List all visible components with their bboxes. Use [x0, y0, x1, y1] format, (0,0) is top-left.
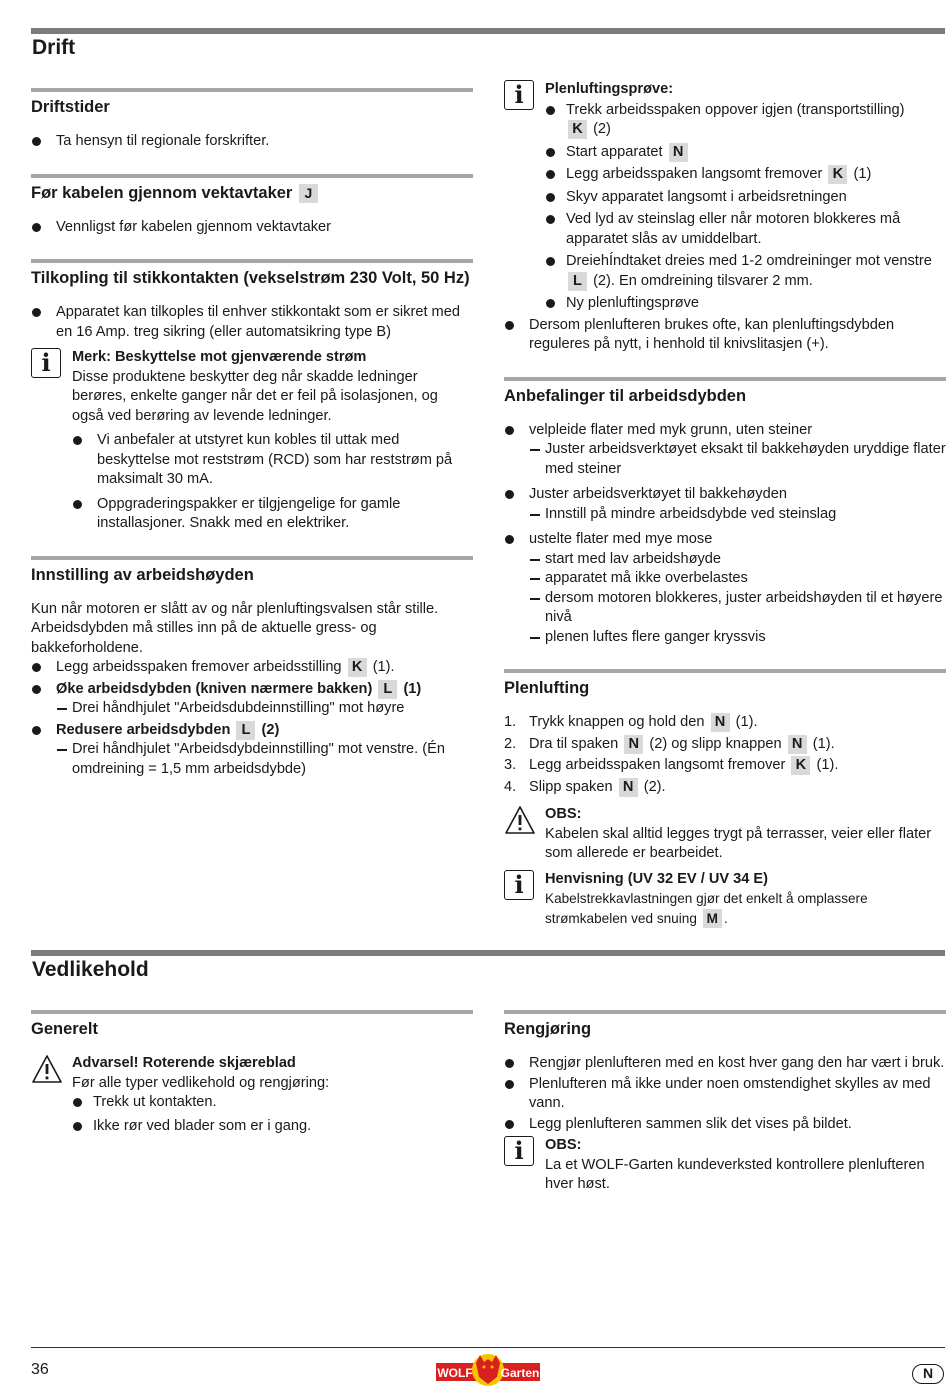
list-driftstider [31, 132, 473, 152]
key-label: J [299, 184, 318, 203]
step-text: Dra til spaken [529, 735, 619, 752]
step-item [504, 713, 946, 733]
step-number: 2. [504, 735, 517, 752]
key-label: N [619, 778, 638, 797]
key-label: L [236, 721, 255, 740]
list-item: Ikke rør ved blader som er i gang. [72, 1117, 473, 1137]
info-icon: i [31, 348, 61, 378]
dash-item: Drei håndhjulet "Arbeidsdybdeinnstilling" mot venstre. (Én omdreining = 1,5 mm arbeidsdybde) [56, 740, 473, 779]
info-icon: i [504, 1136, 534, 1166]
heading-rengjoring: Rengjøring [504, 1020, 592, 1038]
page-number: 36 [31, 1361, 49, 1378]
list-innstilling [31, 658, 473, 779]
item-suffix: (1) [853, 166, 872, 182]
warning-icon [31, 1054, 63, 1084]
item-suffix: (2) [261, 721, 280, 738]
prove-list [545, 101, 946, 314]
section-title-drift: Drift [32, 36, 76, 59]
note-body: Kabelstrekkavlastningen gjør det enkelt å omplassere strømkabelen ved snuing [545, 891, 868, 926]
list-item: Trekk ut kontakten. [72, 1093, 473, 1113]
step-suffix: (1). [816, 757, 839, 773]
rule [504, 1010, 946, 1014]
key-label: N [711, 713, 730, 732]
note-obs-rengjoring [504, 1136, 946, 1195]
step-number: 1. [504, 714, 517, 730]
dash-item: plenen luftes flere ganger kryssvis [529, 628, 946, 648]
heading-plenlufting: Plenlufting [504, 679, 590, 697]
note-text: Før alle typer vedlikehold og rengjøring: [72, 1074, 330, 1091]
note-title: Plenluftingsprøve: [545, 81, 674, 97]
note-text: Kabelen skal alltid legges trygt på terrasser, veier eller flater som allerede er bearbeidet. [545, 825, 932, 861]
list-item: Legg plenlufteren sammen slik det vises på bildet. [504, 1115, 946, 1135]
item-text: Legg arbeidsspaken langsomt fremover [566, 166, 823, 182]
list-item [504, 485, 946, 524]
list-item: Skyv apparatet langsomt i arbeidsretningen [545, 188, 946, 208]
list-anbefalinger [504, 421, 946, 648]
key-label: K [791, 756, 810, 775]
item-text: Trekk arbeidsspaken oppover igjen (transportstilling) [566, 101, 905, 118]
item-text: Redusere arbeidsdybden [56, 721, 231, 738]
step-suffix: (2). [643, 778, 666, 795]
note-advarsel [31, 1054, 473, 1136]
drift-left-column [31, 88, 473, 779]
note-list [72, 431, 473, 534]
item-suffix: (2). En omdreining tilsvarer 2 mm. [593, 272, 813, 289]
intro-text: Kun når motoren er slått av og når plenluftingsvalsen står stille. Arbeidsdybden må stilles inn på de aktuelle gress- og bakkeforholdene. [31, 600, 439, 656]
heading-innstilling: Innstilling av arbeidshøyden [31, 565, 254, 584]
key-label: L [378, 680, 397, 699]
key-label: K [568, 120, 587, 139]
item-text: DreiehÍndtaket dreies med 1-2 omdreininger mot venstre [566, 253, 932, 269]
key-label: K [348, 658, 367, 677]
list-item: Ved lyd av steinslag eller når motoren blokkeres må apparatet slås av umiddelbart. [545, 210, 946, 249]
dash-item: dersom motoren blokkeres, juster arbeidshøyden til et høyere nivå [529, 589, 946, 628]
list-item: Apparatet kan tilkoples til enhver stikkontakt som er sikret med en 16 Amp. treg sikring (eller automatsikring type B) [31, 303, 473, 342]
step-item [504, 756, 946, 776]
heading-driftstider: Driftstider [31, 98, 110, 116]
dash-item: Juster arbeidsverktøyet eksakt til bakkehøyden uryddige flater med steiner [529, 440, 946, 479]
item-text: Legg arbeidsspaken fremover arbeidsstilling [56, 659, 342, 675]
key-label: K [828, 165, 847, 184]
key-label: M [703, 909, 722, 928]
note-text [545, 889, 946, 928]
list-item [545, 165, 946, 185]
step-mid: (2) og slipp knappen [649, 735, 782, 752]
list-item [31, 658, 473, 678]
note-title: Merk: Beskyttelse mot gjenværende strøm [72, 349, 367, 365]
list-item: Plenlufteren må ikke under noen omstendighet skylles av med vann. [504, 1075, 946, 1114]
note-obs-kabel [504, 805, 946, 864]
rule [31, 556, 473, 560]
logo-text-right: Garten [500, 1366, 540, 1380]
step-item [504, 735, 946, 755]
footer-rule [31, 1347, 945, 1348]
note-title: Advarsel! Roterende skjæreblad [72, 1055, 296, 1071]
list-item [545, 101, 946, 140]
list-tilkopling [31, 303, 473, 342]
list-item: Ta hensyn til regionale forskrifter. [31, 132, 473, 152]
rule [31, 259, 473, 263]
item-text: Øke arbeidsdybden (kniven nærmere bakken) [56, 680, 373, 697]
vedlikehold-left-column [31, 1010, 473, 1142]
key-label: L [568, 272, 587, 291]
item-text: velpleide flater med myk grunn, uten steiner [529, 421, 813, 438]
heading-generelt: Generelt [31, 1020, 98, 1038]
note-list [72, 1093, 473, 1136]
key-label: N [669, 143, 688, 162]
key-label: N [788, 735, 807, 754]
list-kabel [31, 218, 473, 238]
step-text: Trykk knappen og hold den [529, 714, 705, 730]
step-suffix: (1). [812, 735, 835, 752]
list-dersom [504, 316, 946, 355]
note-title: Henvisning (UV 32 EV / UV 34 E) [545, 870, 769, 887]
note-henvisning [504, 870, 946, 929]
step-number: 4. [504, 778, 517, 795]
list-item [545, 252, 946, 291]
note-plenluftingsprove [504, 80, 946, 314]
mid-divider [31, 950, 945, 956]
logo-text-left: WOLF [437, 1366, 473, 1380]
rule [504, 377, 946, 381]
item-suffix: (1). [372, 659, 395, 675]
list-item: Rengjør plenlufteren med en kost hver gang den har vært i bruk. [504, 1054, 946, 1074]
dash-item: Drei håndhjulet "Arbeidsdubdeinnstilling" mot høyre [56, 699, 473, 719]
step-item [504, 778, 946, 798]
top-divider [31, 28, 945, 34]
step-text: Legg arbeidsspaken langsomt fremover [529, 757, 786, 773]
item-text: ustelte flater med mye mose [529, 531, 713, 547]
section-title-vedlikehold: Vedlikehold [32, 958, 149, 981]
note-text: La et WOLF-Garten kundeverksted kontrollere plenlufteren hver høst. [545, 1156, 925, 1192]
steps-plenlufting [504, 713, 946, 797]
warning-icon [504, 805, 536, 835]
item-suffix: (2) [593, 121, 611, 137]
list-item: Vi anbefaler at utstyret kun kobles til uttak med beskyttelse mot reststrøm (RCD) som har reststrøm på maksimalt 30 mA. [72, 431, 473, 490]
rule [31, 174, 473, 178]
drift-right-column [504, 80, 946, 934]
step-suffix: (1). [735, 714, 758, 730]
dash-item: start med lav arbeidshøyde [529, 550, 946, 570]
info-icon: i [504, 870, 534, 900]
note-title: OBS: [545, 1137, 582, 1153]
rule [504, 669, 946, 673]
item-suffix: (1) [403, 680, 422, 697]
heading-text: Før kabelen gjennom vektavtaker [31, 183, 293, 202]
list-item: Vennligst før kabelen gjennom vektavtaker [31, 218, 473, 238]
heading-kabel [31, 182, 473, 204]
rule [31, 88, 473, 92]
dash-item: Innstill på mindre arbeidsdybde ved steinslag [529, 505, 946, 525]
item-text: Juster arbeidsverktøyet til bakkehøyden [529, 486, 787, 502]
list-item: Dersom plenlufteren brukes ofte, kan plenluftingsdybden reguleres på nytt, i henhold til knivslitasjen (+). [504, 316, 946, 355]
heading-tilkopling: Tilkopling til stikkontakten (vekselstrøm 230 Volt, 50 Hz) [31, 269, 470, 287]
list-item: Ny plenluftingsprøve [545, 294, 946, 314]
note-suffix: . [723, 910, 728, 926]
note-title: OBS: [545, 806, 582, 822]
heading-anbefalinger: Anbefalinger til arbeidsdybden [504, 386, 747, 405]
item-text: Start apparatet [566, 143, 663, 160]
note-text: Disse produktene beskytter deg når skadde ledninger berøres, enkelte ganger når det er feil på isolasjonen, og også ved berøring av levende ledninger. [72, 368, 438, 424]
note-merk [31, 348, 473, 534]
rule [31, 1010, 473, 1014]
list-item: Oppgraderingspakker er tilgjengelige for gamle installasjoner. Snakk med en elektriker. [72, 495, 473, 534]
language-badge: N [912, 1364, 944, 1384]
dash-item: apparatet må ikke overbelastes [529, 569, 946, 589]
list-rengjoring [504, 1054, 946, 1134]
list-item [31, 680, 473, 700]
step-number: 3. [504, 757, 517, 773]
vedlikehold-right-column [504, 1010, 946, 1201]
list-item [504, 530, 946, 647]
list-item [504, 421, 946, 480]
step-text: Slipp spaken [529, 778, 613, 795]
info-icon: i [504, 80, 534, 110]
list-item [31, 721, 473, 741]
list-item [545, 143, 946, 163]
key-label: N [624, 735, 643, 754]
wolf-garten-logo [436, 1353, 540, 1387]
